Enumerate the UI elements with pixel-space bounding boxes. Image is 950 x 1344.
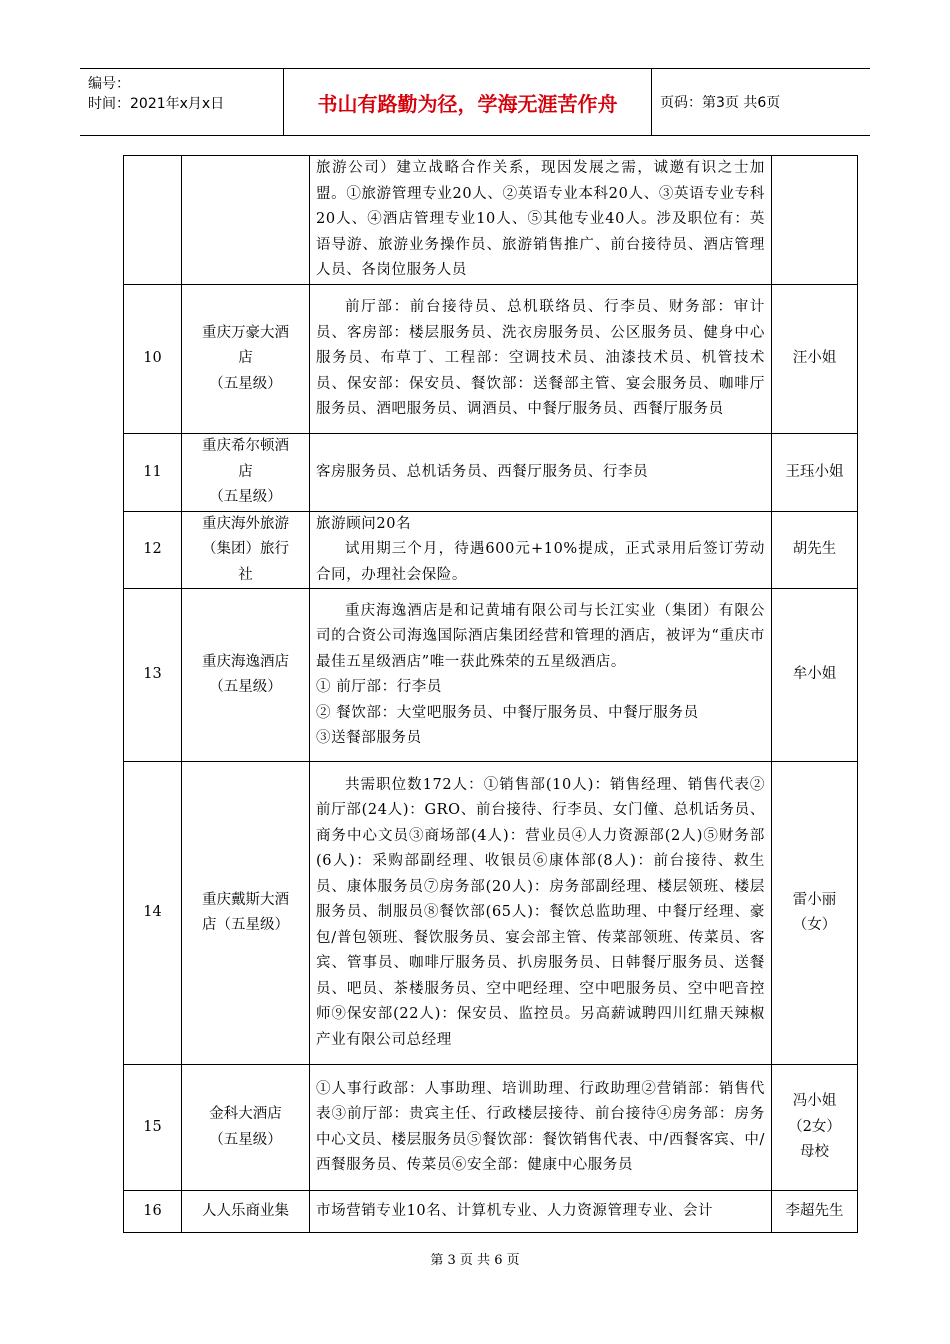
employer-name [182,511,310,589]
employer-name [182,434,310,512]
recruitment-table [123,155,858,1233]
position-details [310,1191,772,1233]
employer-name-line: （五星级） [209,489,282,505]
detail-paragraph: ③送餐部服务员 [316,730,422,746]
employer-name [182,762,310,1065]
table-row [124,511,858,589]
table-row [124,156,858,285]
employer-name [182,1191,310,1233]
contact-line: 汪小姐 [792,350,837,367]
employer-name [182,589,310,762]
detail-paragraph: 重庆海逸酒店是和记黄埔有限公司与长江实业（集团）有限公司的合资公司海逸国际酒店集团经营和管理的酒店，被评为“重庆市最佳五星级酒店”唯一获此殊荣的五星级酒店。 [316,602,765,670]
detail-paragraph: 旅游公司）建立战略合作关系，现因发展之需，诚邀有识之士加盟。①旅游管理专业20人、②英语专业本科20人、③英语专业专科20人、④酒店管理专业10人、⑤其他专业40人。涉及职位有：英语导游、旅游业务操作员、旅游销售推广、前台接待员、酒店管理人员、各岗位服务人员 [316,160,765,278]
contact-person [772,589,858,762]
table-row [124,285,858,434]
employer-name-line: 社 [238,566,253,583]
detail-paragraph: 共需职位数172人：①销售部(10人)：销售经理、销售代表②前厅部(24人)：GRO、前台接待、行李员、女门僮、总机话务员、商务中心文员③商场部(4人)：营业员④人力资源部(2人)⑤财务部(6人)：采购部副经理、收银员⑥康体部(8人)：前台接待、救生员、康体服务员⑦房务部(20人)：房务部副经理、楼层领班、楼层服务员、制服员⑧餐饮部(65人)：餐饮总监助理、中餐厅经理、豪包/普包领班、餐饮服务员、宴会部主管、传菜部领班、传菜员、客宾、管事员、咖啡厅服务员、扒房服务员、日韩餐厅服务员、送餐员、吧员、茶楼服务员、空中吧经理、空中吧服务员、空中吧音控师⑨保安部(22人)：保安员、监控员。另高薪诚聘四川红鼎天辣椒产业有限公司总经理 [316,776,765,1048]
employer-name-line: （五星级） [209,679,282,695]
contact-line: 牟小姐 [792,666,837,683]
employer-name-line: （五星级） [209,375,282,392]
page-footer: 第 3 页 共 6 页 [430,1253,520,1268]
detail-paragraph: ①人事行政部：人事助理、培训助理、行政助理②营销部：销售代表③前厅部：贵宾主任、行政楼层接待、前台接待④房务部：房务中心文员、楼层服务员⑤餐饮部：餐饮销售代表、中/西餐客宾、中/西餐服务员、传菜员⑥安全部：健康中心服务员 [316,1080,765,1173]
table-row [124,762,858,1065]
contact-person [772,434,858,512]
position-details [310,762,772,1065]
employer-name-line: 重庆海逸酒店 [202,653,289,670]
contact-line: 冯小姐 [792,1093,837,1110]
detail-paragraph: 客房服务员、总机话务员、西餐厅服务员、行李员 [316,463,649,480]
detail-paragraph: ① 前厅部：行李员 [316,679,443,695]
contact-line: 雷小丽 [792,891,837,908]
position-details [310,511,772,589]
employer-name [182,156,310,285]
employer-name-line: 重庆万豪大酒 [202,324,289,341]
employer-name [182,285,310,434]
employer-name-line: 重庆戴斯大酒 [202,891,289,908]
contact-line: （女） [792,917,837,933]
contact-person [772,511,858,589]
employer-name-line: 人人乐商业集 [202,1202,289,1219]
employer-name-line: 店 [238,463,253,480]
header-meta [80,69,283,135]
contact-line: 王珏小姐 [785,463,844,480]
row-number: 14 [124,762,182,1065]
employer-name [182,1065,310,1191]
employer-name-line: 金科大酒店 [209,1106,282,1122]
detail-paragraph: 市场营销专业10名、计算机专业、人力资源管理专业、会计 [316,1202,714,1219]
contact-person [772,285,858,434]
employer-name-line: 重庆海外旅游 [202,515,289,532]
position-details [310,434,772,512]
table-row [124,1191,858,1233]
row-number: 11 [124,434,182,512]
contact-person [772,1065,858,1191]
table-row [124,1065,858,1191]
code-label: 编号： [88,76,130,92]
detail-paragraph: 旅游顾问20名 [316,515,412,532]
employer-name-line: 店 [238,350,253,367]
contact-line: 李超先生 [785,1202,844,1219]
position-details [310,589,772,762]
detail-paragraph: 前厅部：前台接待员、总机联络员、行李员、财务部：审计员、客房部：楼层服务员、洗衣房服务员、公区服务员、健身中心服务员、布草丁、工程部：空调技术员、油漆技术员、机管技术员、保安部：保安员、餐饮部：送餐部主管、宴会服务员、咖啡厅服务员、酒吧服务员、调酒员、中餐厅服务员、西餐厅服务员 [316,299,765,418]
row-number [124,156,182,285]
table-row [124,434,858,512]
contact-line: 胡先生 [792,541,837,557]
page-code: 页码：第3页 共6页 [660,95,781,111]
page-header [80,68,870,136]
contact-person [772,156,858,285]
row-number: 16 [124,1191,182,1233]
contact-person [772,762,858,1065]
contact-person [772,1191,858,1233]
row-number: 10 [124,285,182,434]
contact-line: 母校 [800,1144,829,1161]
row-number: 12 [124,511,182,589]
detail-paragraph: 试用期三个月，待遇600元+10%提成，正式录用后签订劳动合同，办理社会保险。 [316,541,765,583]
position-details [310,1065,772,1191]
employer-name-line: 重庆希尔顿酒 [202,438,289,454]
employer-name-line: （集团）旅行 [202,541,289,557]
row-number: 13 [124,589,182,762]
time-label: 时间：2021年x月x日 [88,96,225,112]
table-row [124,589,858,762]
row-number: 15 [124,1065,182,1191]
employer-name-line: （五星级） [209,1131,282,1148]
motto: 书山有路勤为径，学海无涯苦作舟 [283,69,652,135]
position-details [310,156,772,285]
employer-name-line: 店（五星级） [202,917,289,933]
contact-line: （2女） [788,1118,841,1135]
position-details [310,285,772,434]
detail-paragraph: ② 餐饮部：大堂吧服务员、中餐厅服务员、中餐厅服务员 [316,704,699,721]
